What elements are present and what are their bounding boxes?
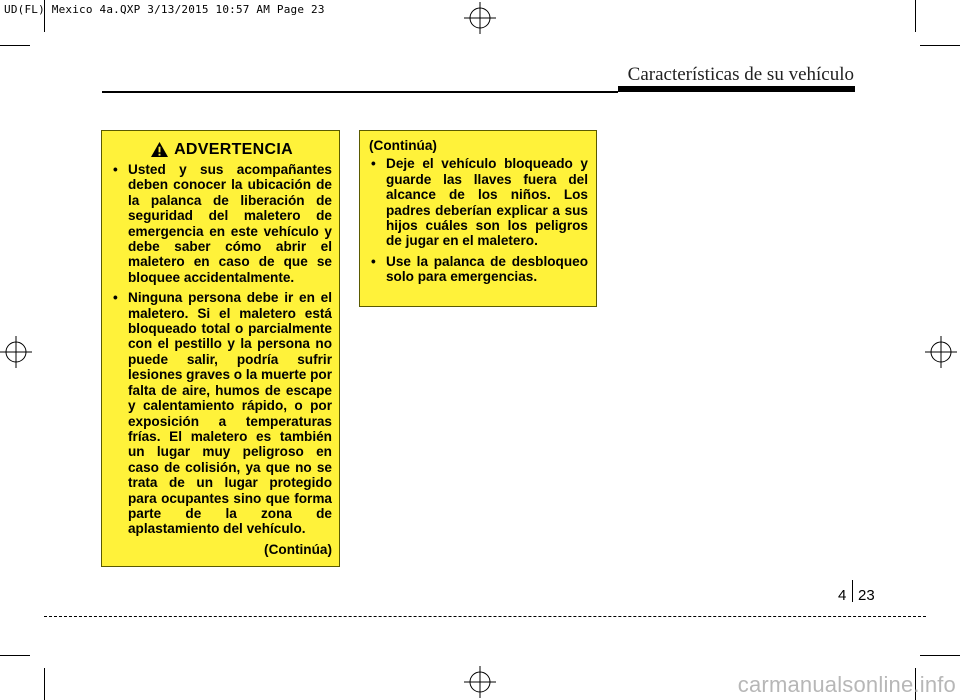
warning-triangle-icon [150, 141, 169, 158]
warning-item: • Deje el vehículo bloqueado y guarde las llaves fuera del alcance de los niños. Los padres deberían explicar a sus hijos cuáles son los peligros de jugar en el maletero. [369, 156, 588, 248]
header-rule [102, 91, 618, 93]
warning-item: • Usted y sus acompañantes deben conocer la ubicación de la palanca de liberación de seguridad del maletero de emergencia en este vehículo y debe saber cómo abrir el maletero en caso de que se bloquee accidentalmente. [111, 162, 332, 285]
registration-mark-left [0, 336, 32, 368]
warning-header [111, 141, 332, 158]
watermark: carmanualsonline.info [737, 672, 956, 697]
warning-title: ADVERTENCIA [174, 140, 293, 158]
registration-mark-right [925, 336, 957, 368]
warning-box [101, 130, 340, 567]
continued-heading: (Continúa) [369, 138, 437, 153]
print-slug: UD(FL) Mexico 4a.QXP 3/13/2015 10:57 AM Page 23 [4, 3, 325, 16]
page-number: 23 [858, 587, 875, 604]
header-rule-bold [618, 86, 855, 92]
continued-label: (Continúa) [264, 541, 332, 557]
warning-list [111, 162, 332, 537]
chapter-number: 4 [838, 587, 847, 604]
continued-warning-box [359, 130, 597, 307]
section-title: Características de su vehículo [627, 64, 854, 85]
warning-item: • Ninguna persona debe ir en el maletero. Si el maletero está bloqueado total o parcialmente con el pestillo y la persona no puede salir, podría sufrir lesiones graves o la muerte por falta de aire, humos de escape y calentamiento rápido, o por exposición a temperaturas frías. El maletero es también un lugar muy peligroso en caso de colisión, ya que no se trata de un lugar protegido para ocupantes sino que forma parte de la zona de aplastamiento del vehículo. [111, 290, 332, 537]
page-number-divider [852, 580, 853, 602]
warning-item: • Use la palanca de desbloqueo solo para emergencias. [369, 254, 588, 285]
registration-mark-bottom [464, 666, 496, 698]
continued-list [369, 156, 588, 284]
registration-mark-top [464, 2, 496, 34]
footer-rule [44, 616, 926, 617]
